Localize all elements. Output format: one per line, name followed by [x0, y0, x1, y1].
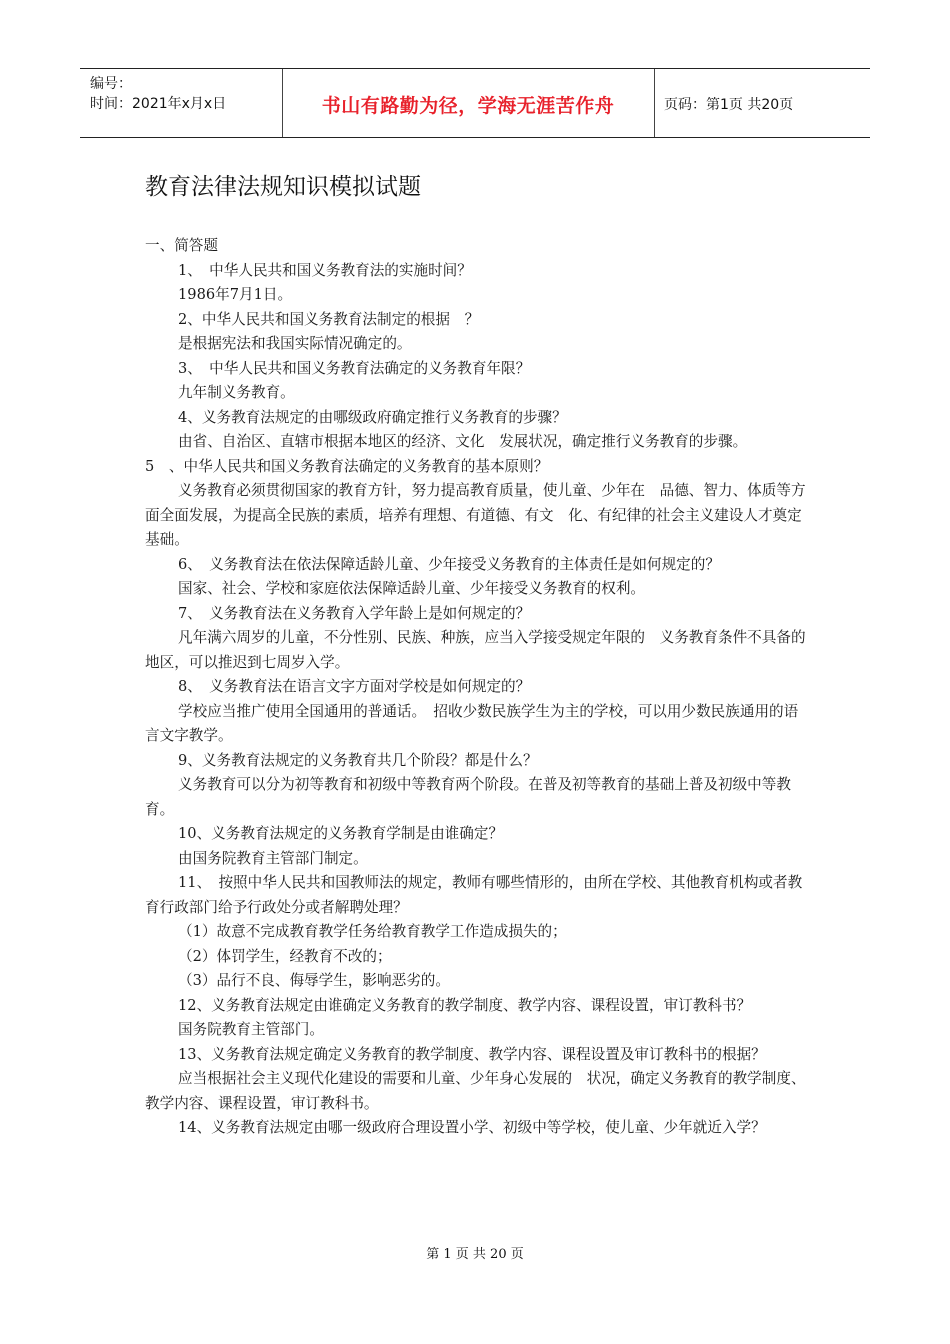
paragraph: 由国务院教育主管部门制定。 — [178, 849, 368, 867]
page-info: 页码：第1页 共20页 — [664, 97, 794, 113]
paragraph: 9、义务教育法规定的义务教育共几个阶段？都是什么？ — [178, 751, 538, 769]
paragraph: 凡年满六周岁的儿童，不分性别、民族、种族，应当入学接受规定年限的 义务教育条件不具备的地区，可以推迟到七周岁入学。 — [145, 629, 806, 671]
paragraph: 14、义务教育法规定由哪一级政府合理设置小学、初级中等学校，使儿童、少年就近入学？ — [178, 1119, 766, 1136]
section-heading: 一、简答题 — [145, 237, 218, 254]
paragraph: 国家、社会、学校和家庭依法保障适龄儿童、少年接受义务教育的权利。 — [178, 580, 646, 597]
paragraph: 4、义务教育法规定的由哪级政府确定推行义务教育的步骤？ — [178, 408, 567, 426]
paragraph: 由省、自治区、直辖市根据本地区的经济、文化 发展状况，确定推行义务教育的步骤。 5 、中华人民共和国义务教育法确定的义务教育的基本原则？ — [145, 433, 784, 475]
paragraph: 11、 按照中华人民共和国教师法的规定，教师有哪些情形的，由所在学校、其他教育机构或者教育行政部门给予行政处分或者解聘处理？ — [145, 874, 803, 916]
header-meta-cell — [80, 69, 283, 137]
paragraph: 12、义务教育法规定由谁确定义务教育的教学制度、教学内容、课程设置，审订教科书？ — [178, 996, 752, 1014]
paragraph: 8、 义务教育法在语言文字方面对学校是如何规定的？ — [178, 678, 531, 695]
page-footer: 第 1 页 共 20 页 — [426, 1247, 524, 1262]
paragraph: （2）体罚学生，经教育不改的； — [178, 947, 392, 965]
paragraph: 九年制义务教育。 — [178, 384, 295, 401]
number-label: 编号： — [90, 76, 132, 92]
document-body — [145, 234, 807, 1141]
paragraph: 3、 中华人民共和国义务教育法确定的义务教育年限？ — [178, 359, 531, 377]
paragraph: 应当根据社会主义现代化建设的需要和儿童、少年身心发展的 状况，确定义务教育的教学制度、教学内容、课程设置，审订教科书。 — [145, 1070, 806, 1112]
motto-text: 书山有路勤为径，学海无涯苦作舟 — [321, 95, 615, 117]
header-page-cell — [654, 69, 870, 137]
paragraph: 13、义务教育法规定确定义务教育的教学制度、教学内容、课程设置及审订教科书的根据？ — [178, 1045, 766, 1063]
paragraph: 10、义务教育法规定的义务教育学制是由谁确定？ — [178, 825, 504, 842]
paragraph: 1986年7月1日。 — [178, 286, 293, 303]
date-label: 时间：2021年x月x日 — [90, 96, 227, 112]
paragraph: （1）故意不完成教育教学任务给教育教学工作造成损失的； — [178, 923, 567, 940]
paragraph: 是根据宪法和我国实际情况确定的。 — [178, 335, 412, 352]
paragraph: 义务教育必须贯彻国家的教育方针，努力提高教育质量，使儿童、少年在 品德、智力、体质等方面全面发展，为提高全民族的素质，培养有理想、有道德、有文 化、有纪律的社会主义建设人才奠定基础。 — [145, 482, 806, 548]
header-motto-cell — [282, 69, 655, 137]
paragraph: 7、 义务教育法在义务教育入学年龄上是如何规定的？ — [178, 604, 531, 622]
paragraph: 2、中华人民共和国义务教育法制定的根据 ？ — [178, 310, 480, 328]
page-header — [80, 68, 870, 138]
paragraph: 学校应当推广使用全国通用的普通话。 招收少数民族学生为主的学校，可以用少数民族通用的语言文字教学。 — [145, 702, 799, 744]
document-title: 教育法律法规知识模拟试题 — [145, 174, 421, 200]
paragraph: 1、 中华人民共和国义务教育法的实施时间？ — [178, 261, 472, 279]
paragraph: （3）品行不良、侮辱学生，影响恶劣的。 — [178, 972, 450, 989]
paragraph: 国务院教育主管部门。 — [178, 1021, 324, 1038]
paragraph: 6、 义务教育法在依法保障适龄儿童、少年接受义务教育的主体责任是如何规定的？ — [178, 555, 720, 573]
paragraph: 义务教育可以分为初等教育和初级中等教育两个阶段。在普及初等教育的基础上普及初级中等教育。 — [145, 776, 791, 818]
